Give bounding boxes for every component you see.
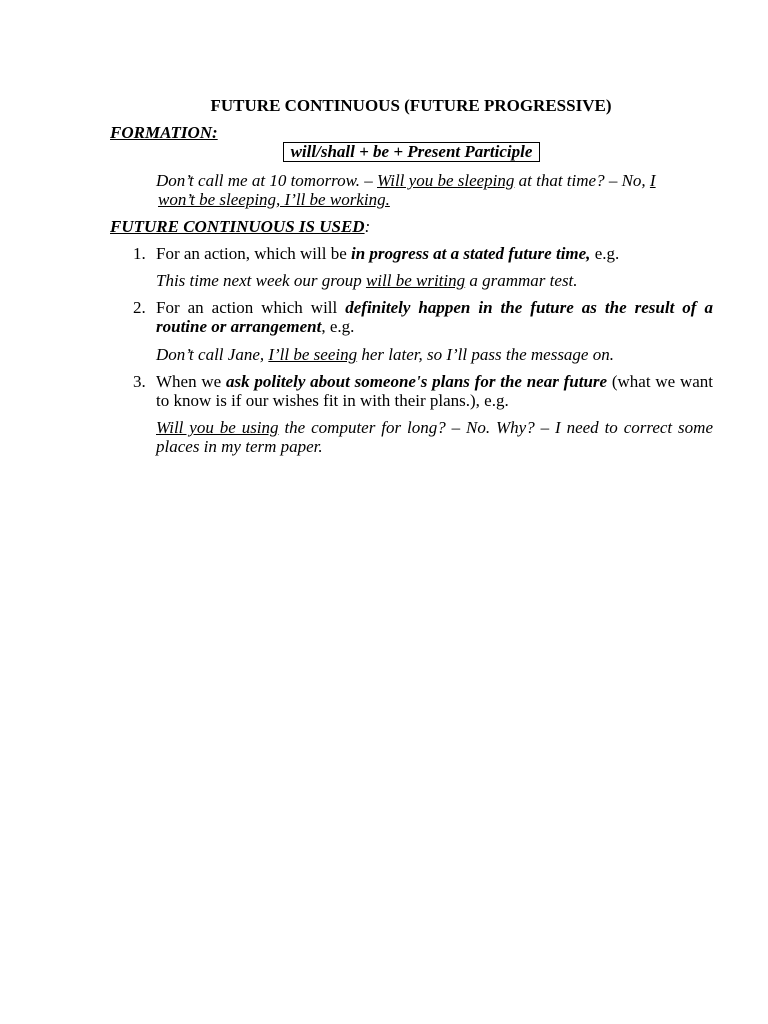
list-item-text: For an action which will bbox=[156, 298, 346, 317]
list-item-example bbox=[156, 418, 713, 456]
example-underlined: Will you be using bbox=[156, 418, 279, 437]
example-text: her later, so I’ll pass the message on. bbox=[357, 345, 614, 364]
list-item-text: (what we want to know is if our wishes fit in with their plans.), e.g. bbox=[156, 372, 714, 410]
example-underlined: I’ll be seeing bbox=[268, 345, 358, 364]
list-item-example bbox=[156, 345, 713, 364]
list-item-example bbox=[156, 271, 713, 290]
list-item bbox=[156, 244, 713, 263]
example-underlined: Will you be sleeping bbox=[377, 171, 515, 190]
formation-example bbox=[156, 171, 713, 209]
list-item-number: 2. bbox=[133, 298, 146, 317]
example-text: Don’t call me at 10 tomorrow. – bbox=[156, 171, 377, 190]
uses-heading-text: FUTURE CONTINUOUS IS USED bbox=[110, 217, 365, 236]
uses-heading bbox=[110, 217, 370, 236]
list-item-number: 3. bbox=[133, 372, 146, 391]
example-text: a grammar test. bbox=[465, 271, 578, 290]
example-underlined: won’t be sleeping, I’ll be working. bbox=[158, 190, 390, 209]
list-item-text: , e.g. bbox=[321, 317, 355, 336]
formation-heading: FORMATION: bbox=[110, 123, 218, 142]
example-underlined: will be writing bbox=[365, 271, 466, 290]
list-item bbox=[156, 298, 713, 336]
formula-box: will/shall + be + Present Participle bbox=[283, 142, 540, 162]
example-text: This time next week our group bbox=[156, 271, 366, 290]
example-underlined: I bbox=[649, 171, 656, 190]
list-item-emphasis: definitely happen in the future as the result of a routine or arrangement bbox=[156, 298, 713, 336]
list-item-text: When we bbox=[156, 372, 226, 391]
list-item-text: For an action, which will be bbox=[156, 244, 351, 263]
list-item-emphasis: in progress at a stated future time, bbox=[351, 244, 591, 263]
example-text: Don’t call Jane, bbox=[156, 345, 269, 364]
example-text: at that time? – No, bbox=[514, 171, 650, 190]
list-item-text: e.g. bbox=[590, 244, 620, 263]
list-item bbox=[156, 372, 713, 410]
uses-heading-colon: : bbox=[364, 217, 371, 236]
list-item-emphasis: ask politely about someone's plans for the near future bbox=[225, 372, 608, 391]
page-title: FUTURE CONTINUOUS (FUTURE PROGRESSIVE) bbox=[210, 96, 612, 115]
list-item-number: 1. bbox=[133, 244, 146, 263]
example-text: the computer for long? – No. Why? – I need to correct some places in my term paper. bbox=[156, 418, 713, 456]
